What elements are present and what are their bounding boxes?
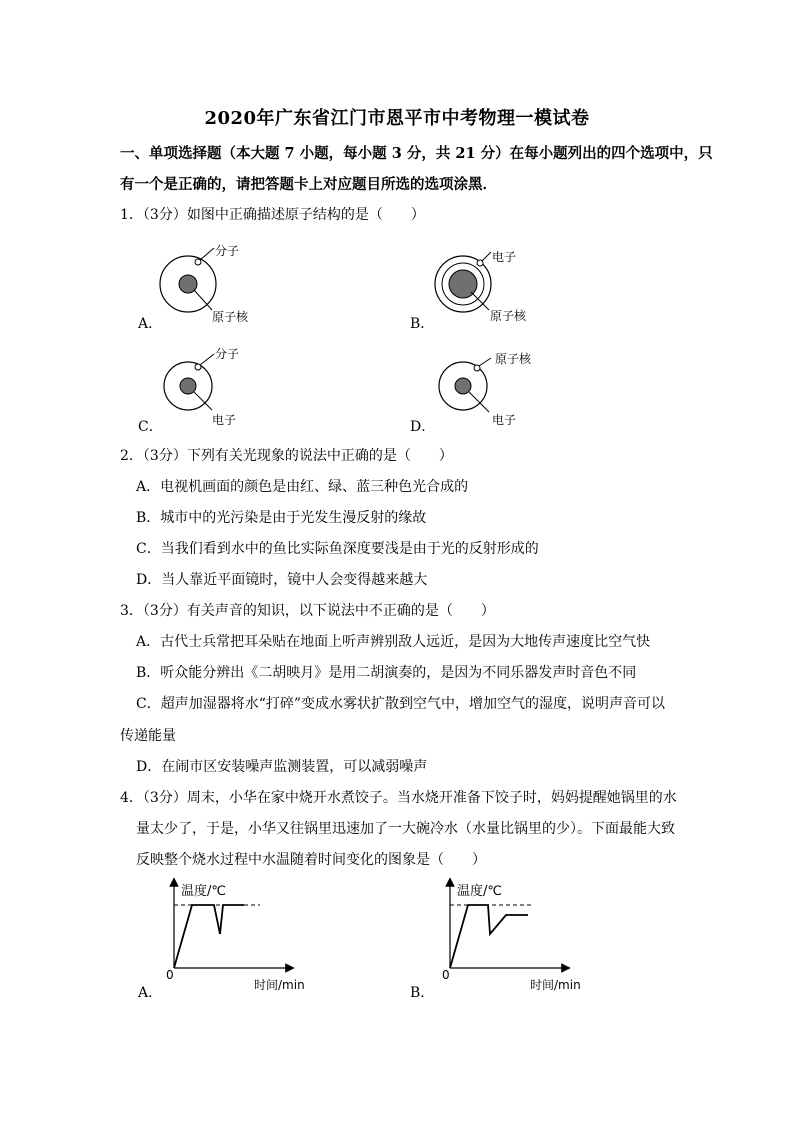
- section-heading-line2: 有一个是正确的，请把答题卡上对应题目所选的选项涂黑．: [120, 176, 497, 193]
- q4-stem-line3: 反映整个烧水过程中水温随着时间变化的图象是（ ）: [136, 852, 486, 868]
- temperature-curve: [174, 905, 244, 968]
- q1b-bottom-label: 原子核: [490, 309, 527, 323]
- q3-stem: 3．（3分）有关声音的知识，以下说法中不正确的是（ ）: [120, 603, 495, 619]
- q1d-top-label: 原子核: [495, 352, 532, 366]
- q1d-bottom-label: 电子: [492, 413, 517, 427]
- section-heading-line1: 一、单项选择题（本大题 7 小题，每小题 3 分，共 21 分）在每小题列出的四个选项中，只: [120, 145, 713, 162]
- q4-stem-line2: 量太少了，于是，小华又往锅里迅速加了一大碗冷水（水量比锅里的少）。下面最能大致: [136, 821, 675, 837]
- q3-option-d[interactable]: D．在闹市区安装噪声监测装置，可以减弱噪声: [136, 759, 428, 775]
- q1b-top-label: 电子: [492, 250, 517, 264]
- center-ball: [455, 378, 471, 394]
- q4b-origin: 0: [442, 968, 450, 982]
- q1a-bottom-label: 原子核: [212, 310, 249, 324]
- page-title: 2020年广东省江门市恩平市中考物理一模试卷: [204, 108, 590, 129]
- q2-option-d[interactable]: D．当人靠近平面镜时，镜中人会变得越来越大: [136, 572, 428, 588]
- q3-option-c[interactable]: C．超声加湿器将水“打碎”变成水雾状扩散到空气中，增加空气的湿度，说明声音可以: [136, 696, 666, 712]
- q3-option-c-cont: 传递能量: [120, 728, 176, 744]
- q1-figure-a: [150, 240, 270, 330]
- q1a-top-label: 分子: [215, 244, 240, 258]
- q4b-ylabel: 温度/℃: [457, 884, 502, 899]
- q1-option-b[interactable]: B．: [410, 316, 435, 332]
- q4-stem-line1: 4．（3分）周末，小华在家中烧开水煮饺子。当水烧开准备下饺子时，妈妈提醒她锅里的水: [120, 790, 677, 806]
- q1-figure-c: [150, 344, 270, 434]
- temperature-curve: [450, 905, 528, 968]
- q1-stem: 1．（3分）如图中正确描述原子结构的是（ ）: [120, 207, 425, 223]
- q3-option-b[interactable]: B．听众能分辨出《二胡映月》是用二胡演奏的，是因为不同乐器发声时音色不同: [136, 665, 637, 681]
- q1c-bottom-label: 电子: [212, 413, 237, 427]
- q4a-xlabel: 时间/min: [254, 978, 305, 992]
- q1-option-d[interactable]: D．: [410, 419, 436, 435]
- center-ball: [180, 378, 196, 394]
- q1-figure-b: [425, 240, 545, 330]
- q4a-ylabel: 温度/℃: [181, 884, 226, 899]
- q2-option-c[interactable]: C．当我们看到水中的鱼比实际鱼深度要浅是由于光的反射形成的: [136, 541, 539, 557]
- q2-option-b[interactable]: B．城市中的光污染是由于光发生漫反射的缘故: [136, 510, 427, 526]
- q1c-top-label: 分子: [215, 347, 240, 361]
- q4b-xlabel: 时间/min: [530, 978, 581, 992]
- q2-stem: 2．（3分）下列有关光现象的说法中正确的是（ ）: [120, 448, 453, 464]
- q1-option-c[interactable]: C．: [138, 419, 163, 435]
- q4a-origin: 0: [166, 968, 174, 982]
- q4-option-b[interactable]: B．: [410, 985, 435, 1001]
- q1-option-a[interactable]: A．: [138, 316, 163, 332]
- q3-option-a[interactable]: A．古代士兵常把耳朵贴在地面上听声辨别敌人远近，是因为大地传声速度比空气快: [136, 634, 651, 650]
- q2-option-a[interactable]: A．电视机画面的颜色是由红、绿、蓝三种色光合成的: [136, 479, 469, 495]
- q4-option-a[interactable]: A．: [138, 985, 163, 1001]
